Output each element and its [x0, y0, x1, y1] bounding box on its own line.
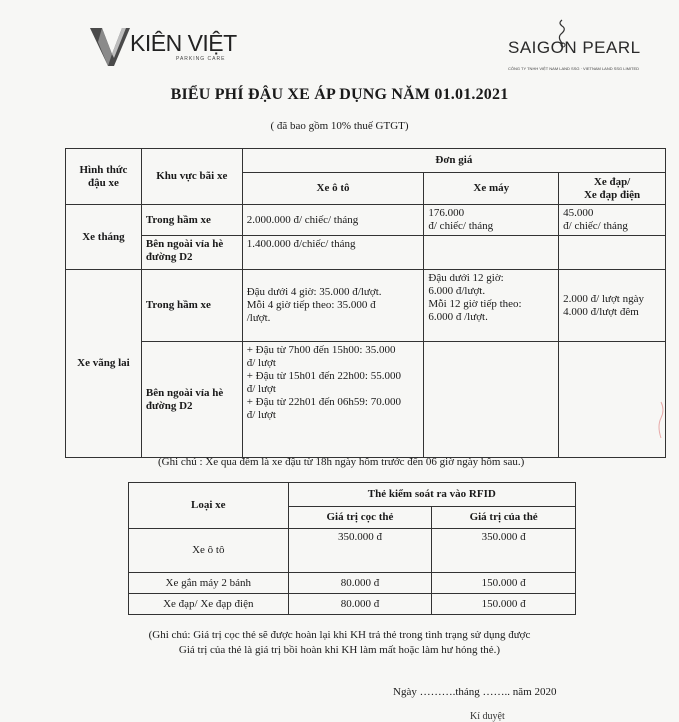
- parking-fee-table: [65, 148, 666, 458]
- header-parking-form: Hình thức đậu xe: [66, 149, 142, 205]
- table-row: [129, 529, 576, 573]
- car-price-cell: 2.000.000 đ/ chiếc/ tháng: [242, 205, 424, 236]
- kien-viet-logo-subtext: PARKING CARE: [176, 56, 226, 62]
- header-motorbike: Xe máy: [424, 173, 559, 205]
- header-card-value: Giá trị của thẻ: [432, 507, 576, 529]
- row-label-monthly: Xe tháng: [66, 205, 142, 270]
- moto-price-cell: [424, 236, 559, 270]
- card-value-cell: 150.000 đ: [432, 573, 576, 594]
- header-vehicle-type: Loại xe: [129, 483, 289, 529]
- signature-hint: Kí duyệt: [470, 711, 505, 722]
- table-row: [66, 270, 666, 342]
- card-note-line-2: Giá trị của thẻ là giá trị bồi hoàn khi KH làm mất hoặc làm hư hỏng thẻ.): [178, 644, 501, 656]
- table-row: [66, 205, 666, 236]
- header-parking-area: Khu vực bãi xe: [141, 149, 242, 205]
- page-title: BIỂU PHÍ ĐẬU XE ÁP DỤNG NĂM 01.01.2021: [170, 86, 509, 103]
- table-row: [66, 342, 666, 458]
- kien-viet-logo-icon: [88, 24, 132, 68]
- bike-price-cell: 45.000 đ/ chiếc/ tháng: [559, 205, 666, 236]
- deposit-cell: 80.000 đ: [288, 594, 432, 615]
- deposit-cell: 350.000 đ: [288, 529, 432, 573]
- table-row: [129, 594, 576, 615]
- car-price-cell: 1.400.000 đ/chiếc/ tháng: [242, 236, 424, 270]
- moto-price-cell: Đậu dưới 12 giờ: 6.000 đ/lượt. Mỗi 12 giờ tiếp theo: 6.000 đ /lượt.: [424, 270, 559, 342]
- vehicle-type-cell: Xe gắn máy 2 bánh: [129, 573, 289, 594]
- card-note-line-1: (Ghi chú: Giá trị cọc thẻ sẽ được hoàn lại khi KH trả thẻ trong tình trạng sử dụng được: [148, 629, 531, 641]
- saigon-pearl-logo-text: SAIGON PEARL: [508, 38, 641, 57]
- moto-price-cell: [424, 342, 559, 458]
- stamp-mark: [655, 400, 667, 440]
- bike-price-cell: [559, 236, 666, 270]
- header-rfid-card: Thẻ kiểm soát ra vào RFID: [288, 483, 575, 507]
- table-row: [129, 573, 576, 594]
- car-price-cell: + Đậu từ 7h00 đến 15h00: 35.000 đ/ lượt + Đậu từ 15h01 đến 22h00: 55.000 đ/ lượt + Đậu từ 22h01 đến 06h59: 70.000 đ/ lượt: [242, 342, 424, 458]
- area-cell: Bên ngoài vỉa hè đường D2: [141, 236, 242, 270]
- area-cell: Trong hầm xe: [141, 205, 242, 236]
- card-note: [0, 628, 679, 658]
- header-deposit: Giá trị cọc thẻ: [288, 507, 432, 529]
- card-deposit-table: [128, 482, 576, 615]
- header-bicycle: Xe đạp/ Xe đạp điện: [559, 173, 666, 205]
- saigon-pearl-logo: [502, 18, 641, 78]
- table-row: [66, 236, 666, 270]
- area-cell: Trong hầm xe: [141, 270, 242, 342]
- saigon-pearl-logo-subtext: CÔNG TY TNHH VIỆT NAM LAND SSG · VIETNAM LAND SSG LIMITED: [508, 66, 640, 71]
- card-value-cell: 150.000 đ: [432, 594, 576, 615]
- overnight-note: (Ghi chú : Xe qua đêm là xe đậu từ 18h ngày hôm trước đến 06 giờ ngày hôm sau.): [158, 456, 525, 468]
- date-line: Ngày ……….tháng …….. năm 2020: [393, 686, 557, 698]
- page-subtitle: ( đã bao gồm 10% thuế GTGT): [270, 120, 409, 132]
- header-unit-price: Đơn giá: [242, 149, 665, 173]
- bike-price-cell: [559, 342, 666, 458]
- header-car: Xe ô tô: [242, 173, 424, 205]
- deposit-cell: 80.000 đ: [288, 573, 432, 594]
- vehicle-type-cell: Xe ô tô: [129, 529, 289, 573]
- car-price-cell: Đậu dưới 4 giờ: 35.000 đ/lượt. Mỗi 4 giờ tiếp theo: 35.000 đ /lượt.: [242, 270, 424, 342]
- kien-viet-logo: [88, 22, 248, 72]
- area-cell: Bên ngoài vỉa hè đường D2: [141, 342, 242, 458]
- moto-price-cell: 176.000 đ/ chiếc/ tháng: [424, 205, 559, 236]
- card-value-cell: 350.000 đ: [432, 529, 576, 573]
- vehicle-type-cell: Xe đạp/ Xe đạp điện: [129, 594, 289, 615]
- bike-price-cell: 2.000 đ/ lượt ngày 4.000 đ/lượt đêm: [559, 270, 666, 342]
- row-label-visitor: Xe vãng lai: [66, 270, 142, 458]
- kien-viet-logo-text: KIÊN VIỆT: [130, 30, 237, 56]
